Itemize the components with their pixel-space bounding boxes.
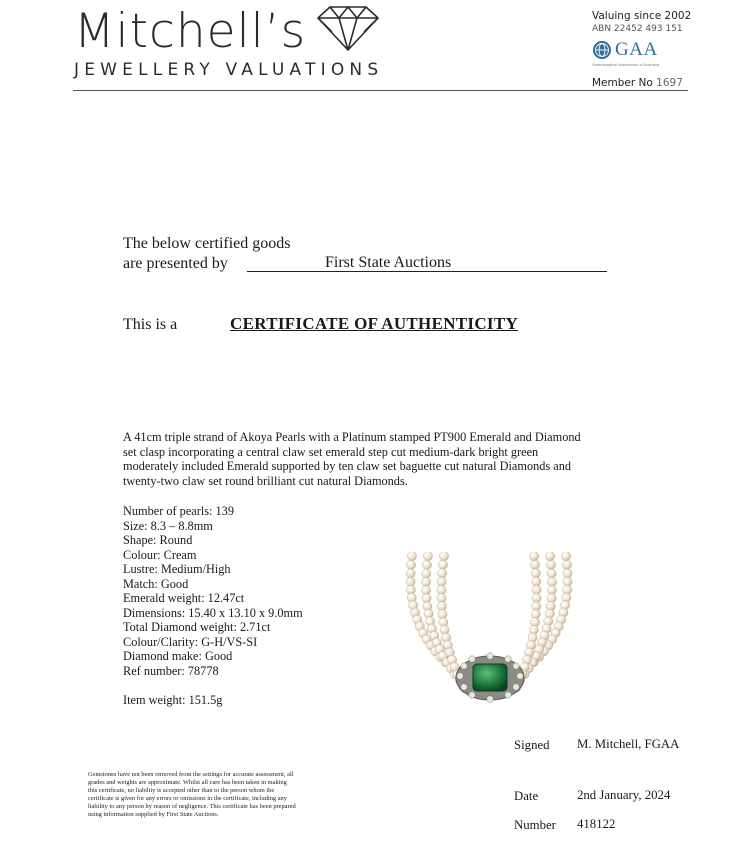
pearl <box>437 594 446 603</box>
pearl <box>547 569 556 578</box>
member-value: 1697 <box>656 77 683 89</box>
pearl <box>563 577 572 586</box>
pearl <box>531 569 540 578</box>
spec-colour-clarity: Colour/Clarity: G-H/VS-SI <box>123 634 258 649</box>
certificate-title: CERTIFICATE OF AUTHENTICITY <box>230 314 519 333</box>
pearl <box>422 577 431 586</box>
spec-pearl-count: Number of pearls: 139 <box>123 504 234 518</box>
pearl <box>532 602 541 611</box>
intro-line-2: are presented by <box>123 255 228 272</box>
pearl <box>438 569 447 578</box>
pearl <box>547 586 556 595</box>
company-info <box>592 10 691 89</box>
spec-emerald-weight: Emerald weight: 12.47ct <box>123 591 245 605</box>
pearl <box>532 585 541 594</box>
pearl <box>437 577 446 586</box>
spec-diamond-weight: Total Diamond weight: 2.71ct <box>123 620 271 634</box>
pearl <box>407 560 416 569</box>
number-label: Number <box>514 818 556 832</box>
brand-name: Mitchell’s <box>74 4 307 59</box>
spec-ref-number: Ref number: 78778 <box>123 663 219 678</box>
date-label: Date <box>514 789 539 803</box>
spec-size: Size: 8.3 – 8.8mm <box>123 518 213 533</box>
presenter-field <box>247 254 607 272</box>
this-is-a-label: This is a <box>123 316 178 333</box>
pearl <box>437 585 446 594</box>
intro-line-1: The below certified goods <box>123 235 291 252</box>
gaa-globe-icon <box>592 40 612 60</box>
signed-value: M. Mitchell, FGAA <box>577 737 680 751</box>
gaa-tagline: Gemmological Association of Australia <box>592 63 660 67</box>
spec-match: Match: Good <box>123 576 189 591</box>
pearl <box>438 560 447 569</box>
item-weight: Item weight: 151.5g <box>123 693 223 707</box>
item-description: A 41cm triple strand of Akoya Pearls with a Platinum stamped PT900 Emerald and Diamond set clasp incorporating a central claw set emerald step cut medium-dark bright green moderately included Emerald supported by ten claw set baguette cut natural Diamonds and twenty-two claw set round brilliant cut natural Diamonds. <box>123 430 581 488</box>
gaa-label: GAA <box>615 39 658 60</box>
pearl <box>406 577 415 586</box>
member-number <box>592 77 691 89</box>
diamond-logo-icon <box>312 4 384 52</box>
spec-lustre: Lustre: Medium/High <box>123 562 231 576</box>
pearl <box>407 552 416 561</box>
pearl <box>530 560 539 569</box>
pearl <box>422 560 431 569</box>
spec-diamond-make: Diamond make: Good <box>123 649 233 663</box>
pearl <box>563 569 572 578</box>
pearl <box>439 552 448 561</box>
pearl <box>422 586 431 595</box>
pearl <box>547 577 556 586</box>
date-value: 2nd January, 2024 <box>577 788 671 802</box>
gaa-badge <box>592 38 691 62</box>
signed-label: Signed <box>514 738 550 752</box>
number-value: 418122 <box>577 817 616 831</box>
disclaimer: Gemstones have not been removed from the settings for accurate assessment, all grades and weights are approximate. Whilst all care has been taken in making this certificate, no liability is accepted other than to the person whom the certificate is given for any errors or omissions in the certificate, including any liability to any person by reason of negligence. This certificate has been prepared using information supplied by First State Auctions. <box>88 771 296 818</box>
necklace-photo <box>394 552 584 734</box>
member-label: Member No <box>592 77 653 89</box>
abn-number: ABN 22452 493 151 <box>592 24 683 34</box>
spec-shape: Shape: Round <box>123 533 193 547</box>
pearl <box>561 552 570 561</box>
pearl <box>406 569 415 578</box>
spec-dimensions: Dimensions: 15.40 x 13.10 x 9.0mm <box>123 605 303 620</box>
presenter-name: First State Auctions <box>325 254 452 271</box>
pearl <box>423 552 432 561</box>
spec-colour: Colour: Cream <box>123 547 197 562</box>
pearl <box>529 552 538 561</box>
pearl <box>545 552 554 561</box>
pearl <box>532 577 541 586</box>
valuing-since: Valuing since 2002 <box>592 10 692 22</box>
pearl <box>437 602 446 611</box>
pearl <box>422 569 431 578</box>
spec-list <box>123 504 303 678</box>
brand-subtitle: JEWELLERY VALUATIONS <box>74 60 384 80</box>
pearl <box>562 560 571 569</box>
header-divider <box>73 90 688 91</box>
pearl <box>532 594 541 603</box>
pearl <box>546 560 555 569</box>
